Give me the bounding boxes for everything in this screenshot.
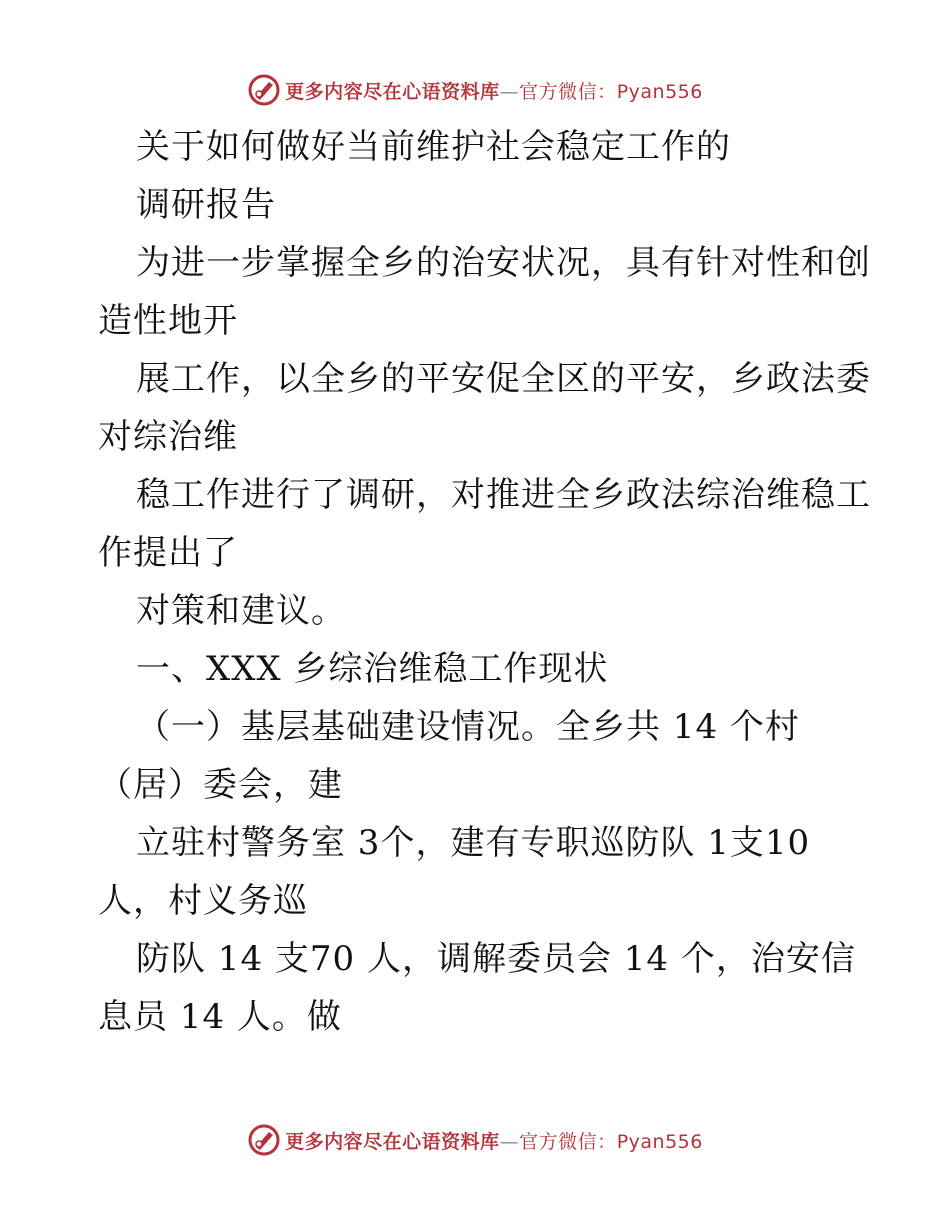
text-line: 人，村义务巡 <box>98 881 308 921</box>
banner-wechat-handle: Pyan556 <box>616 80 703 103</box>
banner-text <box>285 77 703 104</box>
text-line: 息员 14 人。做 <box>98 997 342 1037</box>
banner-wechat-handle: Pyan556 <box>616 1130 703 1153</box>
text-line: 关于如何做好当前维护社会稳定工作的 <box>136 127 731 167</box>
footer-banner <box>0 1120 950 1160</box>
text-line: 立驻村警务室 3个，建有专职巡防队 1支10 <box>136 823 811 863</box>
brand-logo-icon <box>247 1123 281 1157</box>
banner-brand-text: 更多内容尽在心语资料库 <box>285 80 500 103</box>
brand-logo-icon <box>247 73 281 107</box>
text-line: 一、XXX 乡综治维稳工作现状 <box>136 649 609 689</box>
text-line: 造性地开 <box>98 301 238 341</box>
banner-brand-text: 更多内容尽在心语资料库 <box>285 1130 500 1153</box>
text-line: （居）委会，建 <box>98 765 343 805</box>
document-body <box>98 118 871 1046</box>
footer-banner-inner <box>247 1123 703 1157</box>
text-line: 稳工作进行了调研，对推进全乡政法综治维稳工 <box>136 475 871 515</box>
text-line: 对策和建议。 <box>136 591 346 631</box>
header-banner-inner <box>247 73 703 107</box>
text-line: 为进一步掌握全乡的治安状况，具有针对性和创 <box>136 243 871 283</box>
text-line: 调研报告 <box>136 185 276 225</box>
banner-separator: — <box>499 80 520 103</box>
text-line: 作提出了 <box>98 533 238 573</box>
text-line: 对综治维 <box>98 417 238 457</box>
header-banner <box>0 70 950 110</box>
banner-wechat-label: 官方微信： <box>519 80 617 103</box>
banner-separator: — <box>499 1130 520 1153</box>
text-line: 展工作，以全乡的平安促全区的平安，乡政法委 <box>136 359 871 399</box>
text-line: 防队 14 支70 人，调解委员会 14 个，治安信 <box>136 939 856 979</box>
banner-text <box>285 1127 703 1154</box>
banner-wechat-label: 官方微信： <box>519 1130 617 1153</box>
text-line: （一）基层基础建设情况。全乡共 14 个村 <box>136 707 800 747</box>
